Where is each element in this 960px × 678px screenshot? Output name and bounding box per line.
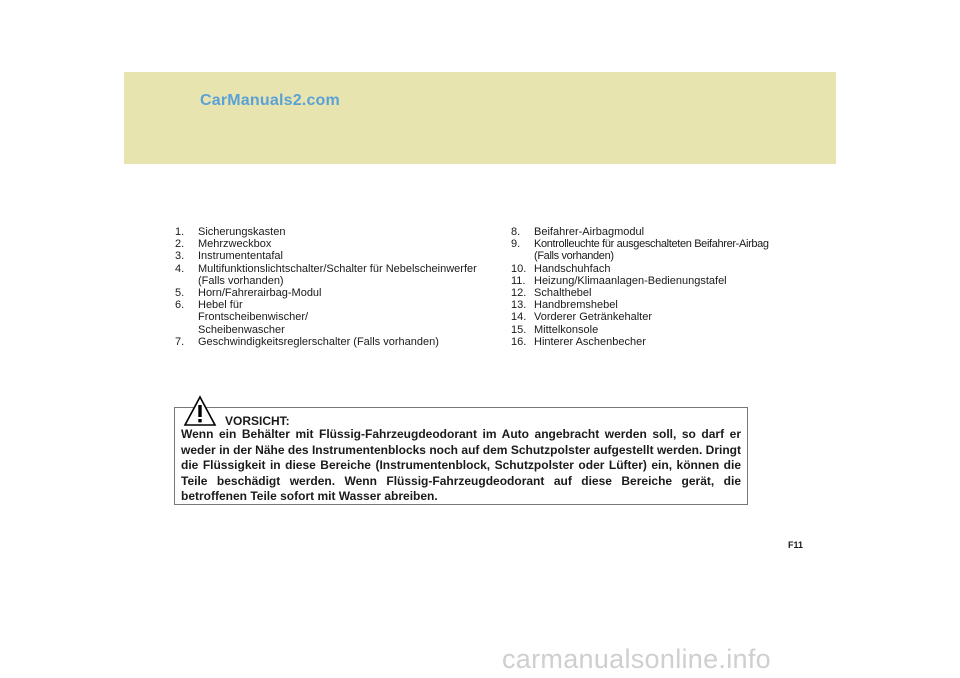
list-item: 1. Sicherungskasten — [175, 226, 286, 238]
list-item: 9. Kontrolleuchte für ausgeschalteten Beifahrer-Airbag (Falls vorhanden) — [511, 238, 769, 263]
list-item: 14. Vorderer Getränkehalter — [511, 311, 653, 324]
list-item: 6. Hebel für Frontscheibenwischer/ Scheibenwascher — [175, 299, 309, 336]
list-item: 8. Beifahrer-Airbagmodul — [511, 226, 645, 238]
component-list-left — [175, 226, 485, 348]
header-banner — [124, 72, 836, 164]
list-item: 10. Handschuhfach — [511, 262, 611, 275]
list-item: 11. Heizung/Klimaanlagen-Bedienungstafel — [511, 274, 727, 287]
footer-watermark: carmanualsonline.info — [502, 644, 771, 674]
list-item: 15. Mittelkonsole — [511, 323, 599, 336]
list-item: 13. Handbremshebel — [511, 299, 618, 312]
list-item: 4. Multifunktionslichtschalter/Schalter für Nebelscheinwerfer (Falls vorhanden) — [175, 262, 477, 287]
list-item: 12. Schalthebel — [511, 287, 592, 300]
list-item: 5. Horn/Fahrerairbag-Modul — [175, 287, 322, 300]
warning-triangle-icon — [183, 395, 217, 427]
caution-box — [174, 407, 748, 505]
component-list-right — [511, 226, 791, 348]
list-item: 7. Geschwindigkeitsreglerschalter (Falls vorhanden) — [175, 335, 439, 348]
caution-title: VORSICHT: — [225, 414, 290, 428]
list-item: 16. Hinterer Aschenbecher — [511, 335, 646, 348]
carmanuals-link[interactable]: CarManuals2.com — [200, 92, 340, 109]
page-number: F11 — [788, 540, 804, 550]
list-item: 3. Instrumententafal — [175, 250, 283, 263]
caution-text: Wenn ein Behälter mit Flüssig-Fahrzeugdeodorant im Auto angebracht werden soll, so darf er weder in der Nähe des Instrumentenblocks noch auf dem Schutzpolster aufgestellt werden. Dringt die Flüssigkeit in diese Bereiche (Instrumentenblock, Schutzpolster oder Lüfter) ein, können die Teile beschädigt werden. Wenn Flüssig-Fahrzeugdeodorant auf diese Bereiche gerät, die betroffenen Teile sofort mit Wasser abreiben. — [181, 427, 741, 504]
list-item: 2. Mehrzweckbox — [175, 238, 272, 251]
